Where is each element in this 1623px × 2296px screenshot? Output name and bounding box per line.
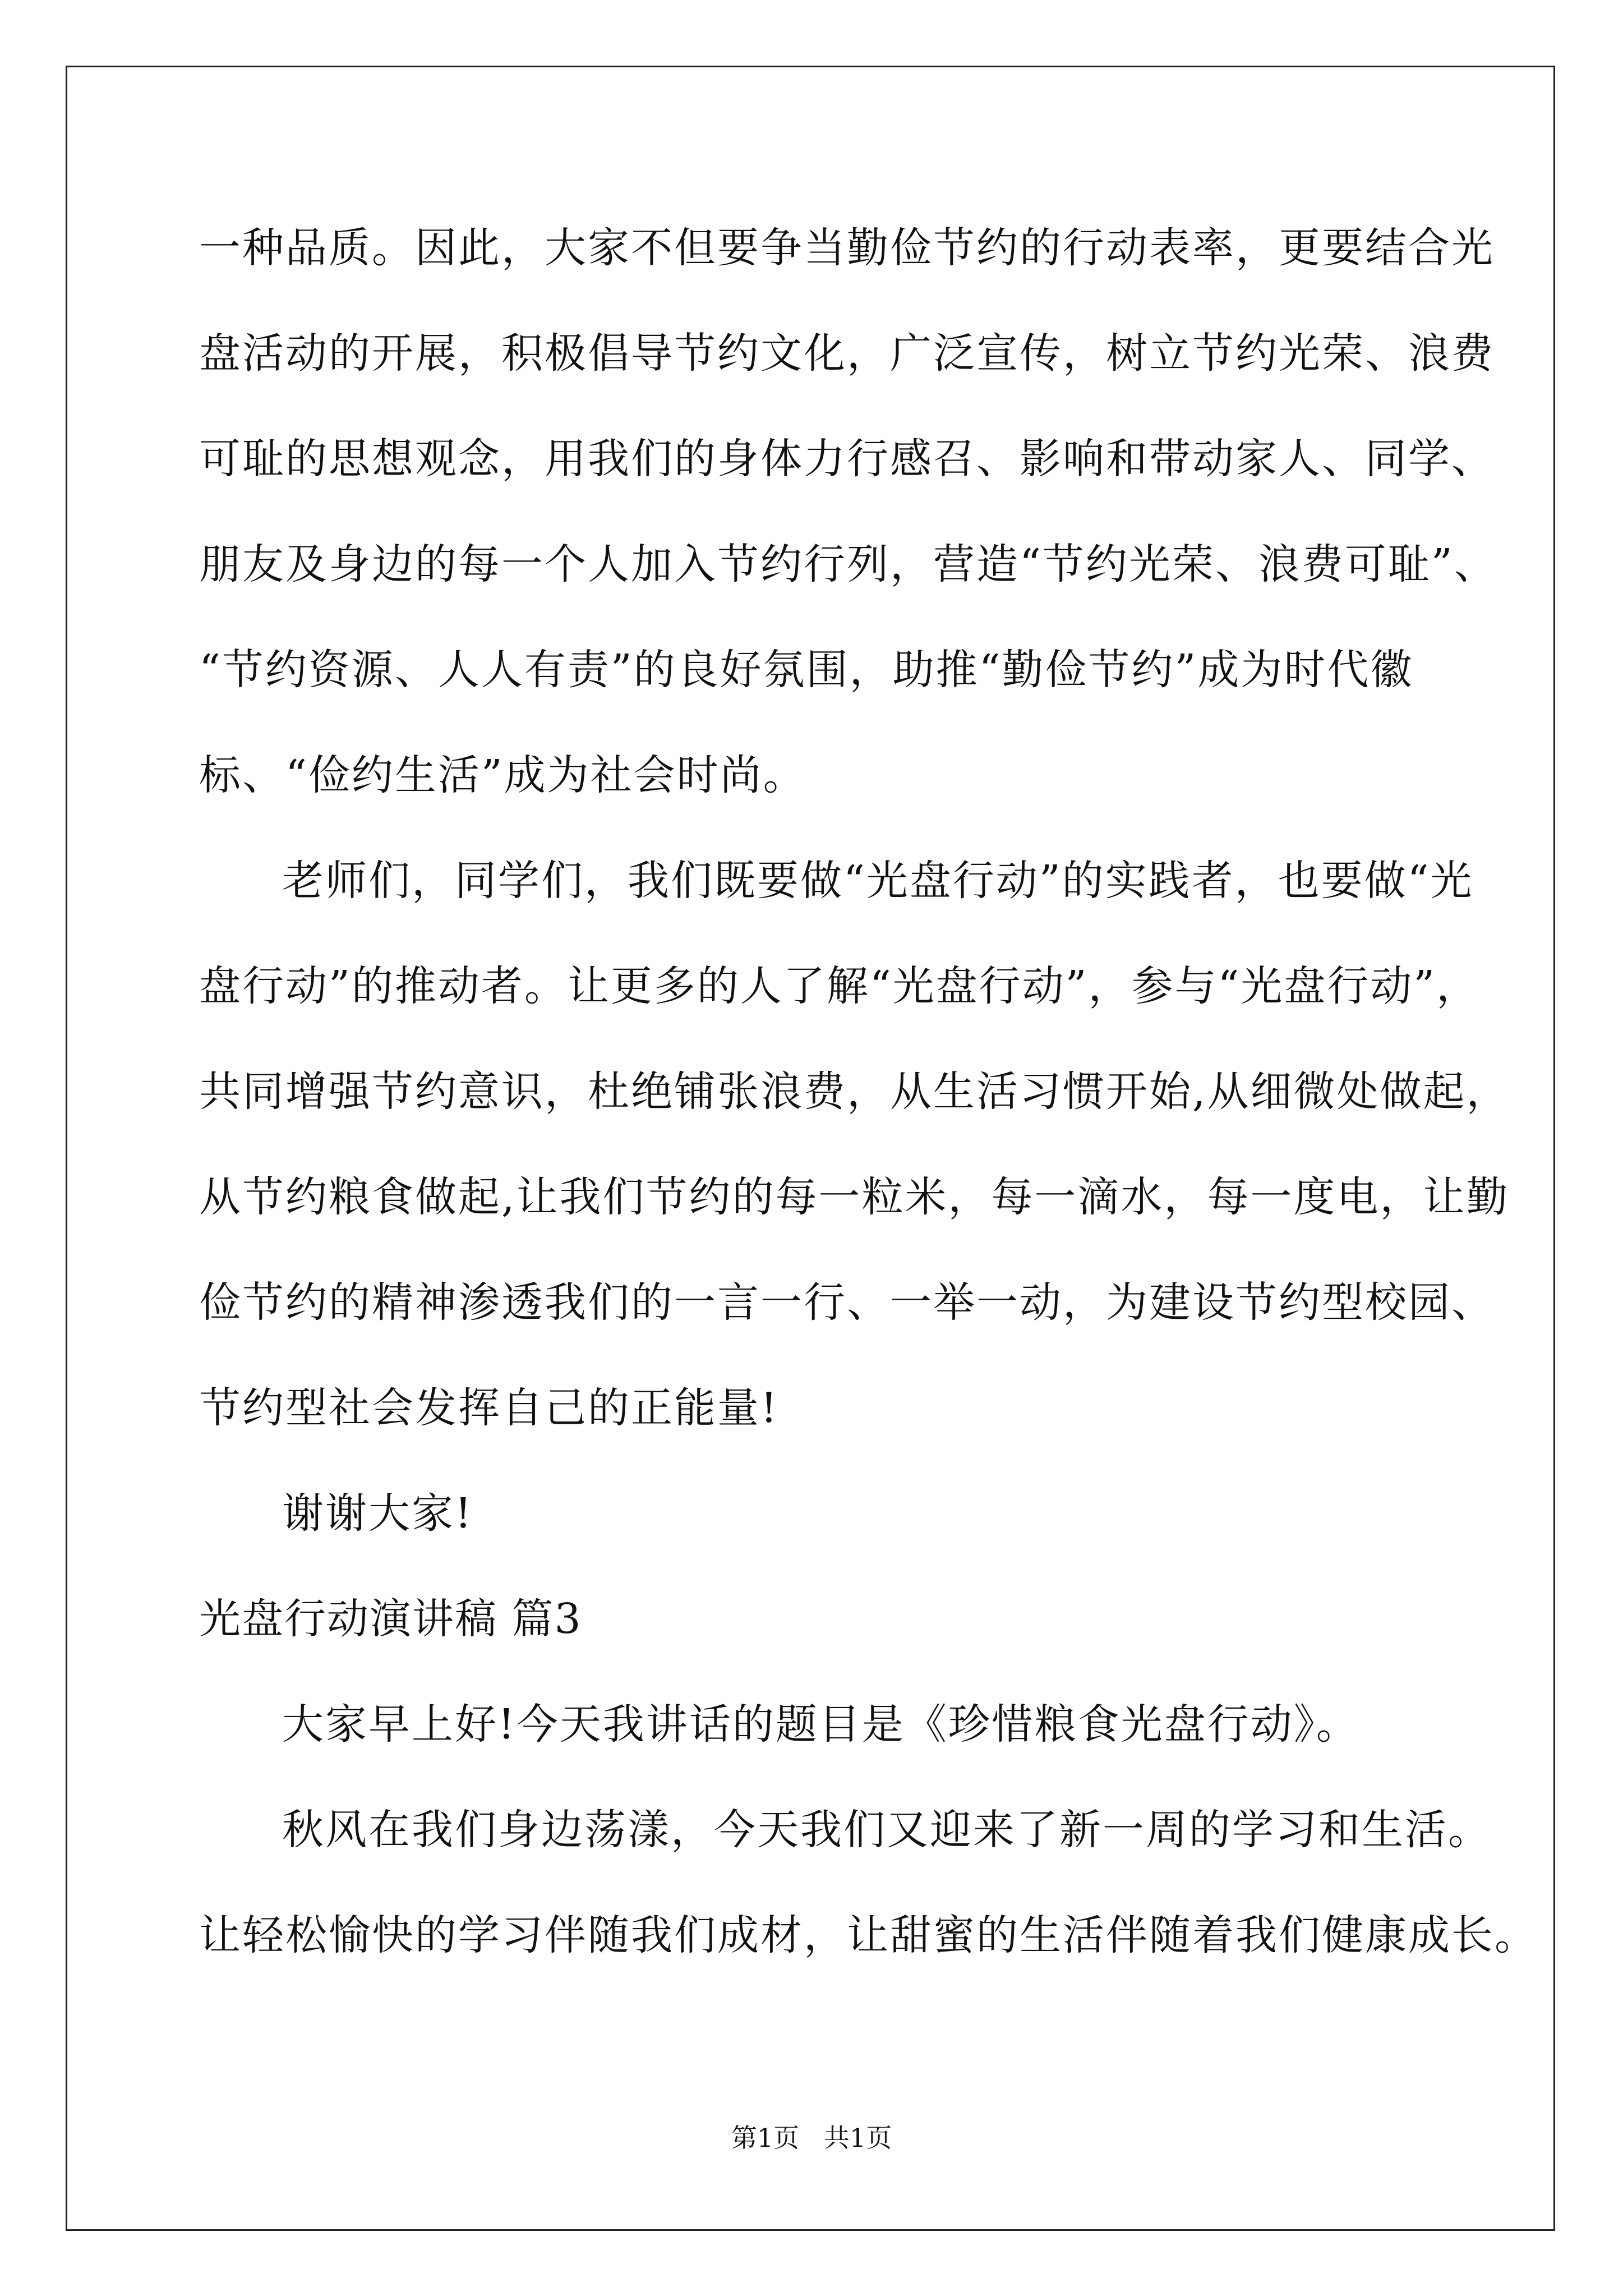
text-line: 盘活动的开展，积极倡导节约文化，广泛宣传，树立节约光荣、浪费 (199, 329, 1495, 378)
paragraph-first-line: 大家早上好!今天我讲话的题目是《珍惜粮食光盘行动》。 (282, 1700, 1359, 1749)
paragraph-first-line: 老师们，同学们，我们既要做“光盘行动”的实践者，也要做“光 (282, 857, 1474, 905)
text-line: 共同增强节约意识，杜绝铺张浪费，从生活习惯开始,从细微处做起， (199, 1068, 1510, 1116)
text-line: 标、“俭约生活”成为社会时尚。 (199, 751, 806, 799)
text-line: “节约资源、人人有责”的良好氛围，助推“勤俭节约”成为时代徽 (199, 646, 1414, 694)
page-footer: 第1页 共1页 (731, 2123, 892, 2153)
text-line: 让轻松愉快的学习伴随我们成材，让甜蜜的生活伴随着我们健康成长。 (199, 1911, 1538, 1959)
text-line: 朋友及身边的每一个人加入节约行列，营造“节约光荣、浪费可耻”、 (199, 540, 1497, 588)
section-heading: 光盘行动演讲稿 篇3 (199, 1595, 582, 1643)
text-line: 节约型社会发挥自己的正能量! (199, 1384, 779, 1432)
text-line: 一种品质。因此，大家不但要争当勤俭节约的行动表率，更要结合光 (199, 224, 1495, 272)
paragraph-first-line: 秋风在我们身边荡漾，今天我们又迎来了新一周的学习和生活。 (282, 1806, 1491, 1854)
document-body (199, 210, 1538, 2003)
text-line: 可耻的思想观念，用我们的身体力行感召、影响和带动家人、同学、 (199, 435, 1495, 483)
text-line: 从节约粮食做起,让我们节约的每一粒米，每一滴水，每一度电，让勤 (199, 1173, 1510, 1221)
text-line: 盘行动”的推动者。让更多的人了解“光盘行动”，参与“光盘行动”， (199, 962, 1480, 1010)
text-line: 俭节约的精神渗透我们的一言一行、一举一动，为建设节约型校园、 (199, 1278, 1495, 1327)
paragraph-first-line: 谢谢大家! (282, 1489, 473, 1538)
